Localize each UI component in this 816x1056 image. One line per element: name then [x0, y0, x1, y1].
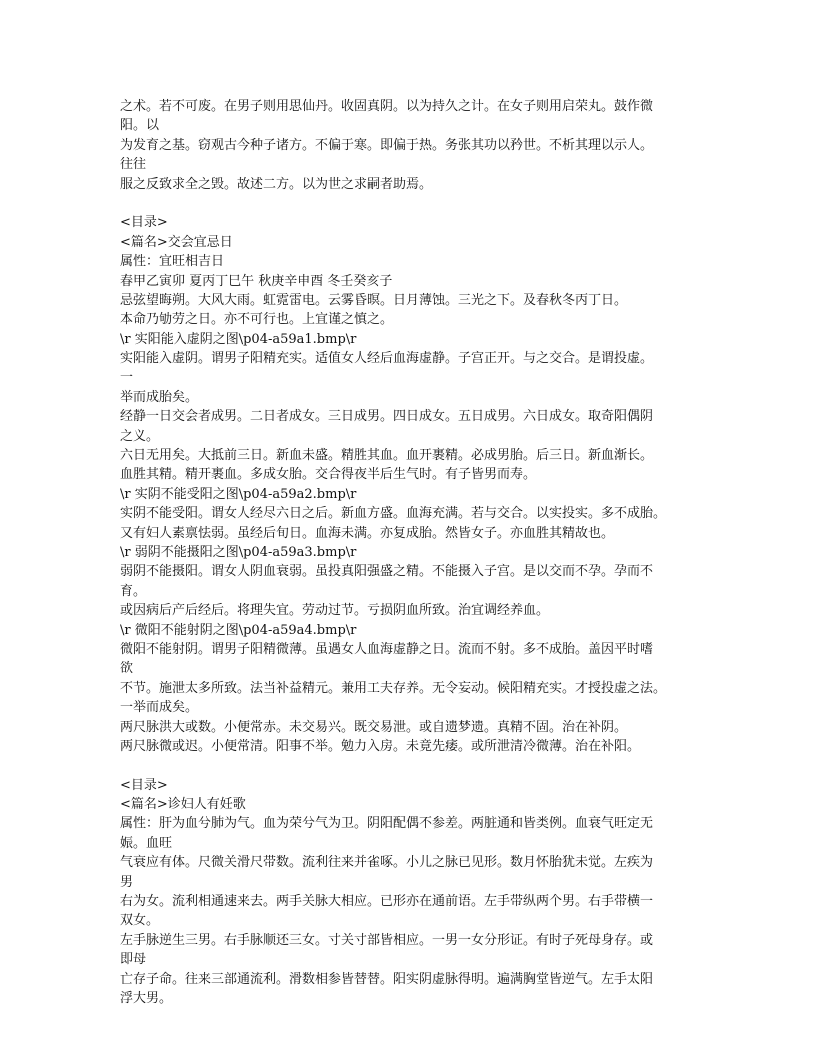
text-line: 阳。以 — [120, 118, 160, 134]
text-line: 血胜其精。精开裹血。多成女胎。交合得夜半后生气时。有子皆男而寿。 — [120, 467, 537, 483]
text-line: 娠。血旺 — [120, 835, 173, 851]
text-line: 往往 — [120, 157, 147, 173]
blank-line — [120, 756, 700, 775]
text-line: 经静一日交会者成男。二日者成女。三日成男。四日成女。五日成男。六日成女。取奇阳偶阴 — [120, 409, 654, 425]
document-page — [120, 97, 700, 1008]
text-line: 实阴不能受阳。谓女人经尽六日之后。新血方盛。血海充满。若与交合。以实投实。多不成胎。 — [120, 506, 667, 522]
text-line: 六日无用矣。大抵前三日。新血未盛。精胜其血。血开裹精。必成男胎。后三日。新血渐长。 — [120, 448, 654, 464]
text-line: 左手脉逆生三男。右手脉顺还三女。寸关寸部皆相应。一男一女分形证。有时子死母身存。或 — [120, 932, 654, 948]
text-line: 即母 — [120, 952, 147, 968]
toc-marker: <目录> — [120, 215, 168, 231]
image-reference: \r 实阴不能受阳之图\p04-a59a2.bmp\r — [120, 486, 357, 502]
image-reference: \r 微阳不能射阴之图\p04-a59a4.bmp\r — [120, 622, 357, 638]
image-reference: \r 实阳能入虚阴之图\p04-a59a1.bmp\r — [120, 331, 357, 347]
text-line: 之义。 — [120, 428, 160, 444]
text-line: 男 — [120, 874, 134, 890]
text-line: 忌弦望晦朔。大风大雨。虹霓雷电。云雾昏暝。日月薄蚀。三光之下。及春秋冬丙丁日。 — [120, 292, 628, 308]
text-line: 为发育之基。窃观古今种子诸方。不偏于寒。即偏于热。务张其功以矜世。不析其理以示人。 — [120, 137, 654, 153]
chapter-title: <篇名>诊妇人有妊歌 — [120, 797, 246, 813]
text-line: 实阳能入虚阴。谓男子阳精充实。适值女人经后血海虚静。子宫正开。与之交合。是谓投虚。 — [120, 351, 654, 367]
text-line: 两尺脉微或迟。小便常清。阳事不举。勉力入房。未竟先痿。或所泄清冷微薄。治在补阳。 — [120, 738, 641, 754]
text-line: 一 — [120, 370, 134, 386]
text-line: 右为女。流利相通速来去。两手关脉大相应。已形亦在通前语。左手带纵两个男。右手带横一 — [120, 894, 654, 910]
text-line: 举而成胎矣。 — [120, 389, 199, 405]
toc-marker: <目录> — [120, 777, 168, 793]
text-line: 浮大男。 — [120, 990, 173, 1006]
text-line: 之术。若不可废。在男子则用思仙丹。收固真阴。以为持久之计。在女子则用启荣丸。鼓作微 — [120, 99, 654, 114]
attribute-line: 属性：宜旺相吉日 — [120, 254, 225, 270]
text-line: 或因病后产后经后。将理失宜。劳动过节。亏损阴血所致。治宜调经养血。 — [120, 603, 550, 619]
image-reference: \r 弱阴不能摄阳之图\p04-a59a3.bmp\r — [120, 544, 357, 560]
blank-line — [120, 194, 700, 213]
text-line: 弱阴不能摄阳。谓女人阴血衰弱。虽投真阳强盛之精。不能摄入子宫。是以交而不孕。孕而不 — [120, 564, 654, 580]
text-line: 双女。 — [120, 913, 160, 929]
text-line: 育。 — [120, 583, 147, 599]
text-line: 欲 — [120, 661, 134, 677]
text-line: 两尺脉洪大或数。小便常赤。未交易兴。既交易泄。或自遗梦遗。真精不固。治在补阴。 — [120, 719, 628, 735]
text-line: 气衰应有体。尺微关滑尺带数。流利往来并雀啄。小儿之脉已见形。数月怀胎犹未觉。左疾为 — [120, 855, 654, 871]
text-line: 亡存子命。往来三部通流利。滑数相参皆替替。阳实阴虚脉得明。遍满胸堂皆逆气。左手太阳 — [120, 971, 654, 987]
attribute-line: 属性：肝为血兮肺为气。血为荣兮气为卫。阴阳配偶不参差。两脏通和皆类例。血衰气旺定无 — [120, 816, 654, 832]
text-line: 一举而成矣。 — [120, 700, 199, 716]
text-line: 服之反致求全之毁。故述二方。以为世之求嗣者助焉。 — [120, 176, 433, 192]
text-line: 春甲乙寅卯 夏丙丁巳午 秋庚辛申酉 冬壬癸亥子 — [120, 273, 393, 289]
text-line: 不节。施泄太多所致。法当补益精元。兼用工夫存养。无令妄动。候阳精充实。才授投虚之法。 — [120, 680, 667, 696]
chapter-title: <篇名>交会宜忌日 — [120, 234, 233, 250]
text-line: 本命乃劬劳之日。亦不可行也。上宜谨之慎之。 — [120, 312, 394, 328]
text-line: 又有妇人素禀怯弱。虽经后旬日。血海未满。亦复成胎。然皆女子。亦血胜其精故也。 — [120, 525, 615, 541]
text-line: 微阳不能射阴。谓男子阳精微薄。虽遇女人血海虚静之日。流而不射。多不成胎。盖因平时嗜 — [120, 641, 654, 657]
